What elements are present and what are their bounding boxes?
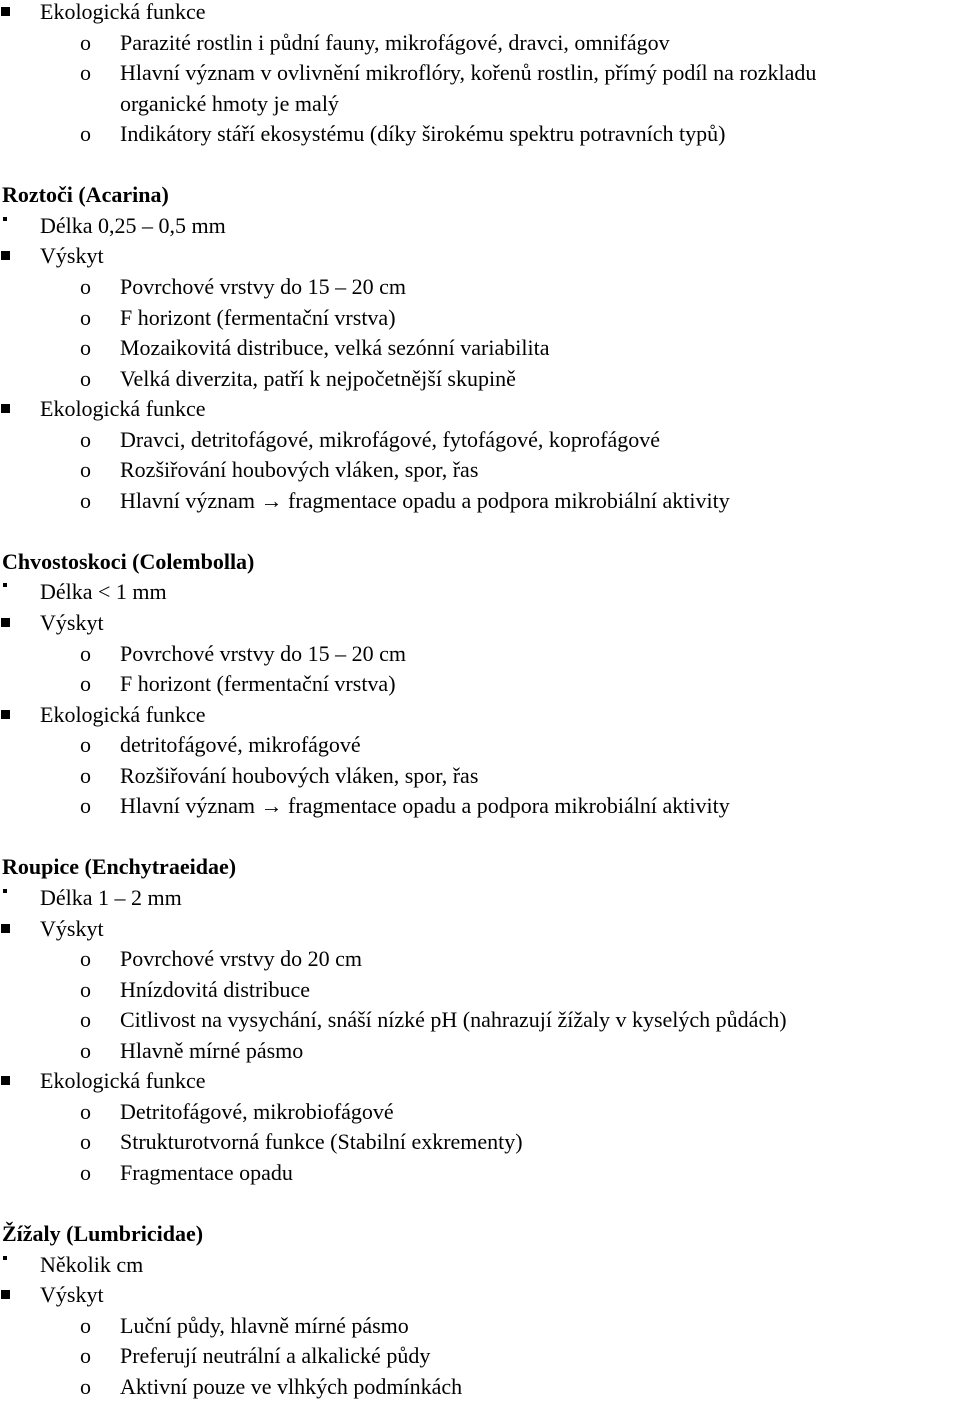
circle-bullet-icon: o	[80, 763, 91, 788]
sub-list-item-text: Detritofágové, mikrobiofágové	[120, 1099, 394, 1124]
circle-bullet-icon: o	[80, 121, 91, 146]
square-bullet-icon	[0, 608, 30, 638]
sub-list-item-text: organické hmoty je malý	[120, 91, 339, 116]
circle-bullet-icon: o	[80, 1160, 91, 1185]
sub-list-item-text: Dravci, detritofágové, mikrofágové, fytofágové, koprofágové	[120, 427, 661, 452]
circle-bullet-icon: o	[80, 274, 91, 299]
sub-list-item-text: Velká diverzita, patří k nejpočetnější skupině	[120, 366, 516, 391]
list-item-text: Ekologická funkce	[40, 1068, 206, 1093]
sub-list-item-text: Rozšiřování houbových vláken, spor, řas	[120, 763, 479, 788]
sub-list-item-text: Povrchové vrstvy do 20 cm	[120, 946, 362, 971]
sub-list-item-text: Fragmentace opadu	[120, 1160, 293, 1185]
circle-bullet-icon: o	[80, 793, 91, 818]
square-bullet-icon	[0, 1280, 30, 1310]
section-heading: Chvostoskoci (Colembolla)	[2, 549, 255, 574]
list-item-text: Délka < 1 mm	[40, 579, 167, 604]
small-square-bullet-icon	[0, 211, 30, 241]
circle-bullet-icon: o	[80, 1313, 91, 1338]
circle-bullet-icon: o	[80, 335, 91, 360]
list-item-text: Ekologická funkce	[40, 396, 206, 421]
sub-list-item-text: Preferují neutrální a alkalické půdy	[120, 1343, 431, 1368]
circle-bullet-icon: o	[80, 671, 91, 696]
square-bullet-icon	[0, 914, 30, 944]
list-item-text: Ekologická funkce	[40, 0, 206, 24]
sub-list-item-text: Mozaikovitá distribuce, velká sezónní variabilita	[120, 335, 550, 360]
list-item-text: Výskyt	[40, 916, 104, 941]
sub-list-item-text: Hlavní význam → fragmentace opadu a podpora mikrobiální aktivity	[120, 488, 730, 513]
small-square-bullet-icon	[0, 577, 30, 607]
small-square-bullet-icon	[0, 883, 30, 913]
section-heading: Roupice (Enchytraeidae)	[2, 854, 237, 879]
circle-bullet-icon: o	[80, 946, 91, 971]
circle-bullet-icon: o	[80, 305, 91, 330]
sub-list-item-text: Parazité rostlin i půdní fauny, mikrofágové, dravci, omnifágov	[120, 30, 670, 55]
circle-bullet-icon: o	[80, 30, 91, 55]
circle-bullet-icon: o	[80, 427, 91, 452]
circle-bullet-icon: o	[80, 60, 91, 85]
circle-bullet-icon: o	[80, 1129, 91, 1154]
sub-list-item-text: Hlavní význam v ovlivnění mikroflóry, kořenů rostlin, přímý podíl na rozkladu	[120, 60, 817, 85]
circle-bullet-icon: o	[80, 1038, 91, 1063]
list-item-text: Délka 0,25 – 0,5 mm	[40, 213, 226, 238]
square-bullet-icon	[0, 1066, 30, 1096]
section-heading: Žížaly (Lumbricidae)	[2, 1221, 204, 1246]
circle-bullet-icon: o	[80, 366, 91, 391]
sub-list-item-text: Rozšiřování houbových vláken, spor, řas	[120, 457, 479, 482]
square-bullet-icon	[0, 241, 30, 271]
sub-list-item-text: Hnízdovitá distribuce	[120, 977, 311, 1002]
square-bullet-icon	[0, 394, 30, 424]
list-item-text: Ekologická funkce	[40, 702, 206, 727]
circle-bullet-icon: o	[80, 977, 91, 1002]
sub-list-item-text: Povrchové vrstvy do 15 – 20 cm	[120, 641, 406, 666]
circle-bullet-icon: o	[80, 488, 91, 513]
sub-list-item-text: Povrchové vrstvy do 15 – 20 cm	[120, 274, 406, 299]
sub-list-item-text: Strukturotvorná funkce (Stabilní exkrementy)	[120, 1129, 523, 1154]
circle-bullet-icon: o	[80, 641, 91, 666]
sub-list-item-text: Indikátory stáří ekosystému (díky širokému spektru potravních typů)	[120, 121, 726, 146]
list-item-text: Několik cm	[40, 1252, 144, 1277]
sub-list-item-text: F horizont (fermentační vrstva)	[120, 305, 396, 330]
list-item-text: Výskyt	[40, 243, 104, 268]
list-item-text: Délka 1 – 2 mm	[40, 885, 182, 910]
sub-list-item-text: F horizont (fermentační vrstva)	[120, 671, 396, 696]
sub-list-item-text: Aktivní pouze ve vlhkých podmínkách	[120, 1374, 463, 1399]
section-heading: Roztoči (Acarina)	[2, 182, 169, 207]
sub-list-item-text: detritofágové, mikrofágové	[120, 732, 361, 757]
sub-list-item-text: Hlavní význam → fragmentace opadu a podpora mikrobiální aktivity	[120, 793, 730, 818]
sub-list-item-text: Hlavně mírné pásmo	[120, 1038, 304, 1063]
circle-bullet-icon: o	[80, 1099, 91, 1124]
list-item-text: Výskyt	[40, 610, 104, 635]
circle-bullet-icon: o	[80, 732, 91, 757]
circle-bullet-icon: o	[80, 1374, 91, 1399]
sub-list-item-text: Luční půdy, hlavně mírné pásmo	[120, 1313, 409, 1338]
list-item-text: Výskyt	[40, 1282, 104, 1307]
circle-bullet-icon: o	[80, 457, 91, 482]
sub-list-item-text: Citlivost na vysychání, snáší nízké pH (nahrazují žížaly v kyselých půdách)	[120, 1007, 787, 1032]
small-square-bullet-icon	[0, 1250, 30, 1280]
circle-bullet-icon: o	[80, 1343, 91, 1368]
square-bullet-icon	[0, 0, 30, 27]
square-bullet-icon	[0, 700, 30, 730]
circle-bullet-icon: o	[80, 1007, 91, 1032]
